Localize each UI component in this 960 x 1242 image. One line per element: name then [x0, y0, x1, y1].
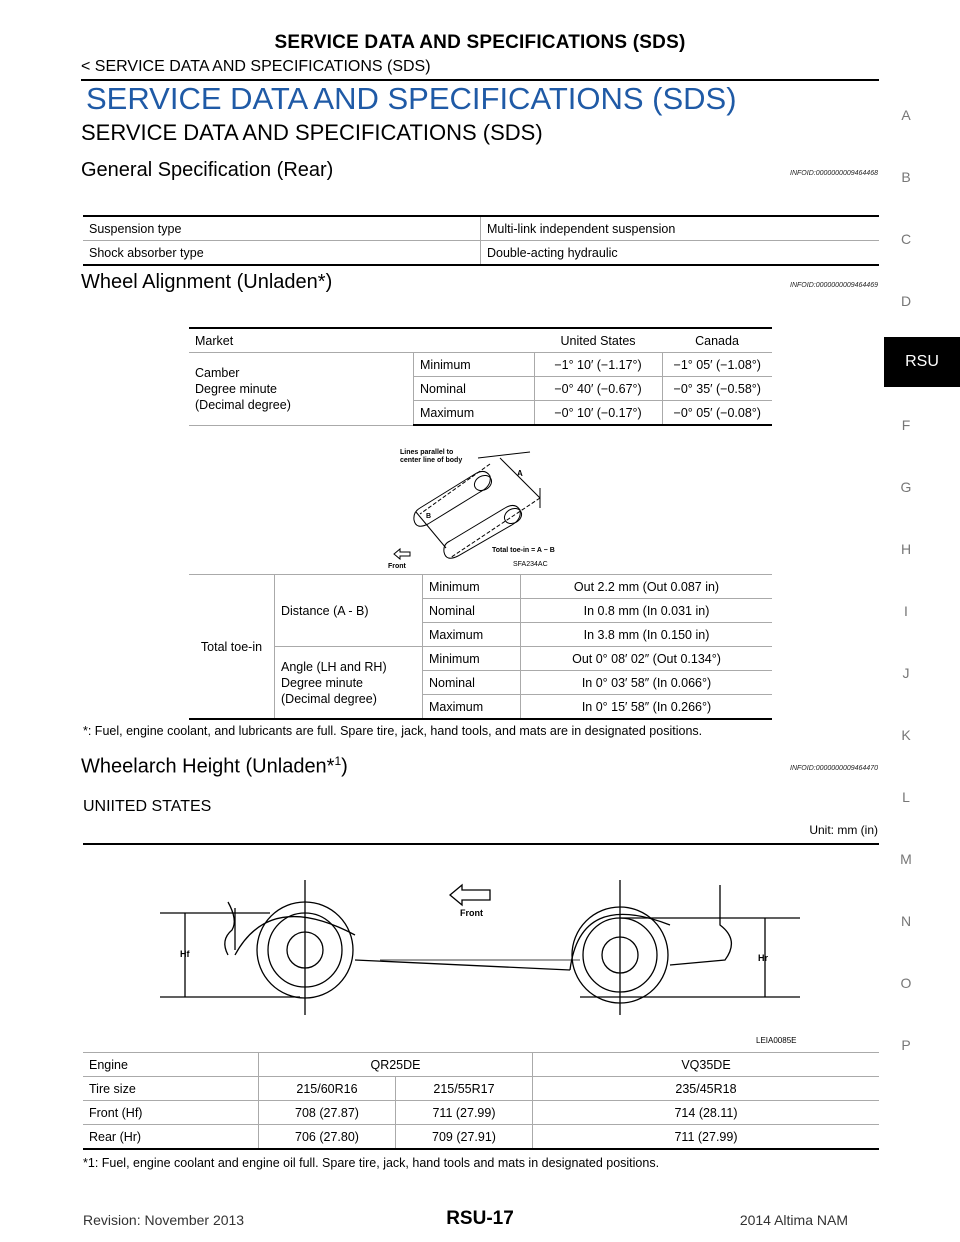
footer-revision: Revision: November 2013: [83, 1212, 245, 1228]
table-row: [83, 241, 879, 266]
table-header-cell: United States: [534, 328, 662, 353]
wheelarch-heading-text: Wheelarch Height (Unladen*: [81, 755, 335, 778]
wheelarch-infoid: INFOID:0000000009464470: [790, 765, 878, 772]
table-cell: Minimum: [414, 353, 535, 377]
table-header-cell: Market: [189, 328, 534, 353]
table-cell: Multi-link independent suspension: [481, 216, 880, 241]
angle-label-cell: [275, 647, 423, 720]
camber-label: Degree minute: [195, 381, 277, 396]
angle-label: Angle (LH and RH): [281, 659, 387, 674]
angle-label: Degree minute: [281, 675, 363, 690]
table-cell: 708 (27.87): [259, 1101, 396, 1125]
table-cell: −0° 05′ (−0.08°): [662, 401, 772, 426]
table-row: [189, 353, 772, 377]
table-cell: 714 (28.11): [533, 1101, 880, 1125]
table-cell: −1° 05′ (−1.08°): [662, 353, 772, 377]
side-index-n[interactable]: N: [900, 913, 912, 929]
side-index-o[interactable]: O: [900, 975, 912, 991]
table-cell: QR25DE: [259, 1053, 533, 1077]
table-cell: −0° 35′ (−0.58°): [662, 377, 772, 401]
table-cell: Nominal: [423, 599, 521, 623]
front-arrow-icon: [450, 885, 490, 905]
section-subtitle: SERVICE DATA AND SPECIFICATIONS (SDS): [81, 120, 543, 145]
wheelarch-diagram: [160, 880, 810, 1050]
table-cell: Nominal: [423, 671, 521, 695]
wheelarch-heading-end: ): [341, 755, 348, 778]
diagram-label-b: B: [426, 513, 432, 520]
side-index-i[interactable]: I: [904, 603, 908, 619]
table-row: [83, 1125, 879, 1150]
running-header-title: SERVICE DATA AND SPECIFICATIONS (SDS): [274, 32, 686, 53]
table-cell: 711 (27.99): [396, 1101, 533, 1125]
side-index-f[interactable]: F: [901, 417, 911, 433]
side-index-h[interactable]: H: [900, 541, 912, 557]
diagram-code: SFA234AC: [513, 561, 548, 568]
table-cell: Shock absorber type: [89, 245, 204, 260]
unit-label: Unit: mm (in): [809, 823, 878, 837]
general-spec-infoid: INFOID:0000000009464468: [790, 170, 878, 177]
table-cell: 235/45R18: [533, 1077, 880, 1101]
wheelarch-table: [83, 1052, 879, 1150]
general-spec-heading: General Specification (Rear): [81, 159, 334, 181]
diagram-label: Lines parallel to: [400, 449, 454, 456]
table-cell: In 0.8 mm (In 0.031 in): [521, 599, 773, 623]
table-cell: Double-acting hydraulic: [481, 241, 880, 266]
table-cell: In 0° 15′ 58″ (In 0.266°): [521, 695, 773, 720]
wheel-alignment-note: *: Fuel, engine coolant, and lubricants are full. Spare tire, jack, hand tools, and mats are in designated positions.: [83, 724, 703, 738]
market-heading: UNIITED STATES: [83, 798, 212, 815]
toe-in-diagram: [380, 446, 590, 570]
table-cell: 709 (27.91): [396, 1125, 533, 1150]
angle-label: (Decimal degree): [281, 691, 377, 706]
diagram-code: LEIA0085E: [756, 1036, 797, 1045]
diagram-front-label: Front: [388, 563, 406, 570]
side-index-l[interactable]: L: [902, 789, 910, 805]
side-index-j[interactable]: J: [902, 665, 910, 681]
diagram-label-a: A: [517, 469, 523, 478]
toe-in-label: Total toe-in: [200, 639, 263, 654]
camber-table: [189, 327, 772, 426]
table-row: [189, 575, 772, 599]
table-cell: Rear (Hr): [89, 1129, 142, 1144]
diagram-label: center line of body: [400, 457, 463, 464]
table-cell: Maximum: [414, 401, 535, 426]
general-spec-table: [83, 215, 879, 266]
side-index-m[interactable]: M: [900, 851, 912, 867]
side-index-p[interactable]: P: [901, 1037, 911, 1053]
side-index-a[interactable]: A: [901, 107, 911, 123]
table-cell: Out 2.2 mm (Out 0.087 in): [521, 575, 773, 599]
table-cell: Minimum: [423, 647, 521, 671]
table-cell: VQ35DE: [533, 1053, 880, 1077]
wheelarch-heading: [81, 754, 348, 779]
diagram-hr-label: Hr: [758, 953, 769, 963]
table-header-cell: Canada: [662, 328, 772, 353]
distance-label: Distance (A - B): [275, 575, 423, 647]
camber-label: (Decimal degree): [195, 397, 291, 412]
table-cell: Nominal: [414, 377, 535, 401]
side-index-b[interactable]: B: [901, 169, 911, 185]
side-index-d[interactable]: D: [900, 293, 912, 309]
table-cell: Maximum: [423, 623, 521, 647]
table-row: [189, 647, 772, 671]
table-cell: Front (Hf): [83, 1101, 259, 1125]
diagram-formula: Total toe-in = A − B: [492, 547, 555, 554]
table-row: [83, 1101, 879, 1125]
camber-label: Camber: [195, 365, 240, 380]
footer-model: 2014 Altima NAM: [739, 1212, 848, 1228]
side-index-rsu-active[interactable]: RSU: [884, 337, 960, 387]
side-index-c[interactable]: C: [900, 231, 912, 247]
wheel-alignment-infoid: INFOID:0000000009464469: [790, 282, 878, 289]
table-cell: Minimum: [423, 575, 521, 599]
table-cell: 711 (27.99): [533, 1125, 880, 1150]
section-divider: [83, 843, 879, 845]
table-cell: Tire size: [83, 1077, 259, 1101]
table-cell: Engine: [83, 1053, 259, 1077]
table-cell: −0° 40′ (−0.67°): [534, 377, 662, 401]
diagram-front-label: Front: [460, 908, 483, 918]
table-row: [83, 1077, 879, 1101]
front-arrow-icon: [394, 549, 410, 559]
table-row: [83, 1053, 879, 1077]
table-row: [189, 328, 772, 353]
table-cell: Maximum: [423, 695, 521, 720]
diagram-hf-label: Hf: [180, 949, 190, 959]
camber-label-cell: [189, 353, 414, 426]
table-cell: 706 (27.80): [259, 1125, 396, 1150]
side-index-k[interactable]: K: [901, 727, 911, 743]
side-index-g[interactable]: G: [900, 479, 912, 495]
breadcrumb[interactable]: < SERVICE DATA AND SPECIFICATIONS (SDS): [81, 58, 431, 75]
table-cell: Out 0° 08′ 02″ (Out 0.134°): [521, 647, 773, 671]
toe-in-table: [189, 574, 772, 720]
table-row: [83, 216, 879, 241]
wheelarch-heading-sup: 1: [334, 754, 342, 768]
table-cell: −0° 10′ (−0.17°): [534, 401, 662, 426]
table-cell: −1° 10′ (−1.17°): [534, 353, 662, 377]
wheel-alignment-heading: Wheel Alignment (Unladen*): [81, 271, 333, 293]
table-cell: Suspension type: [83, 216, 481, 241]
page-title: SERVICE DATA AND SPECIFICATIONS (SDS): [86, 81, 737, 116]
wheelarch-note: *1: Fuel, engine coolant and engine oil full. Spare tire, jack, hand tools and mats in designated positions.: [83, 1156, 660, 1170]
table-cell: In 0° 03′ 58″ (In 0.066°): [521, 671, 773, 695]
page-number: RSU-17: [446, 1208, 514, 1229]
table-cell: 215/55R17: [396, 1077, 533, 1101]
table-cell: In 3.8 mm (In 0.150 in): [521, 623, 773, 647]
table-cell: 215/60R16: [259, 1077, 396, 1101]
